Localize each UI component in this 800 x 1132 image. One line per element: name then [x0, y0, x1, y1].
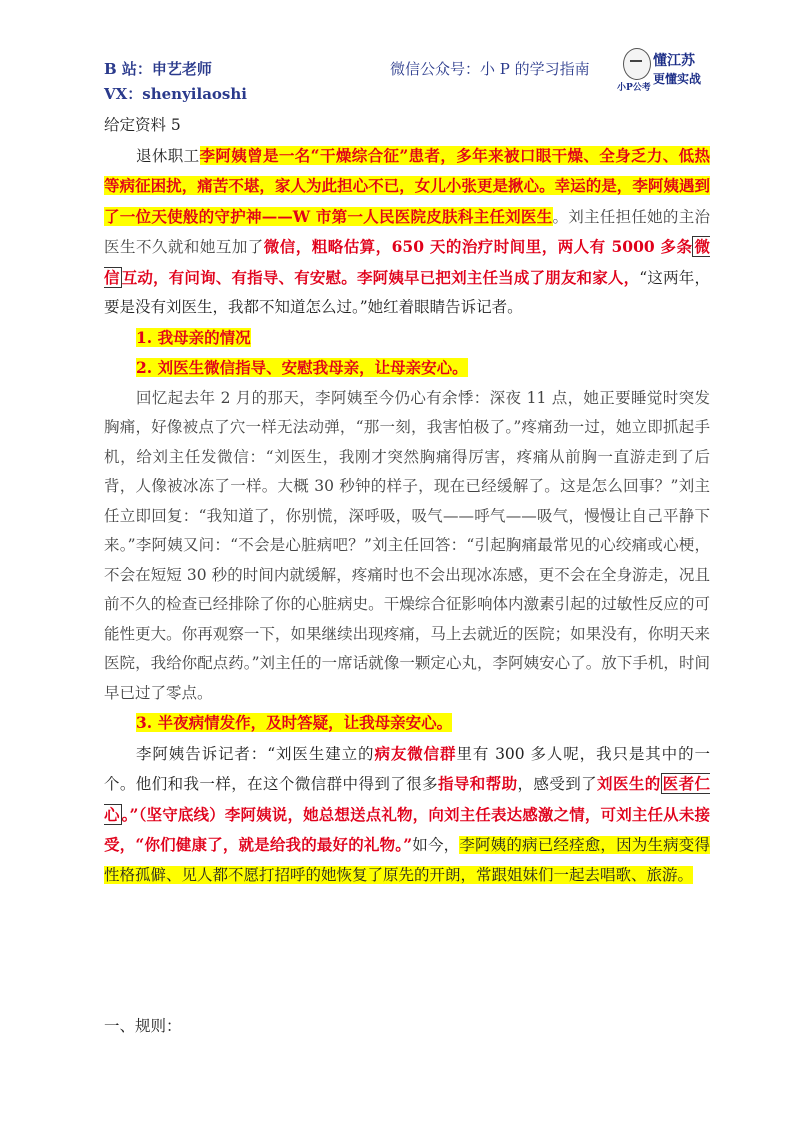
avatar-icon — [623, 48, 651, 80]
material-label: 给定资料 5 — [104, 116, 181, 134]
brand-logo — [617, 48, 735, 96]
annotation-1 — [104, 323, 710, 354]
logo-title: 懂江苏 — [653, 53, 695, 69]
p3-text-i: （坚守底线）李阿姨说，她总想送点礼物，向刘主任表达感激之情，可刘主任从未接受，“你们健康了，就是给我的最好的礼物。” — [104, 804, 710, 854]
annotation-3 — [104, 708, 710, 739]
p3-guidance: 指导和帮助 — [437, 774, 518, 793]
annotation-2-text: 2. 刘医生微信指导、安慰我母亲，让母亲安心。 — [136, 358, 468, 377]
document-body — [104, 111, 710, 890]
paragraph-3 — [104, 739, 710, 891]
p3-text-c: 里有 300 多人呢，我只是其中的一个。他们和我一样，在这个微信群中得到了很多 — [104, 744, 710, 793]
annotation-2 — [104, 353, 710, 384]
p3-text-j: 如今， — [412, 836, 460, 854]
p3-text-h: 。” — [121, 804, 139, 824]
logo-subtitle: 更懂实战 — [653, 72, 702, 86]
p3-text-e: ，感受到了 — [517, 775, 598, 793]
p1-text-a: 退休职工 — [136, 146, 200, 165]
logo-brand: 小P公考 — [617, 83, 651, 93]
p3-group: 病友微信群 — [374, 743, 457, 763]
p3-text-a: 李阿姨告诉记者：“刘医生建立的 — [136, 744, 375, 763]
p1-text-h: “这两年，要是没有刘医生，我都不知道怎么过。”她红着眼睛告诉记者。 — [104, 268, 710, 316]
p1-wechat-1: 微信 — [263, 237, 296, 256]
p1-text-e: ，粗略估算，650 天的治疗时间里，两人有 5000 多条 — [295, 237, 693, 256]
p3-benevolence-boxed: 医者仁心 — [104, 774, 710, 824]
wechat-label: 微信公众号：小 P 的学习指南 — [390, 60, 590, 78]
p3-highlight-k: 李阿姨的病已经痊愈，因为生病变得性格孤僻、见人都不愿打招呼的她恢复了原先的开朗，常跟姐妹们一起去唱歌、旅游。 — [104, 836, 710, 884]
bilibili-label: B 站：申艺老师 — [104, 60, 212, 78]
p1-highlight-b: 李阿姨曾是一名“干燥综合征”患者，多年来被口眼干燥、全身乏力、低热等病征困扰，痛苦不堪，家人为此担心不已，女儿小张更是揪心。幸运的是，李阿姨遇到了一位天使般的守护神——W 市第一人民医院皮肤科主任刘医生 — [104, 145, 710, 226]
annotation-3-text: 3. 半夜病情发作，及时答疑，让我母亲安心。 — [136, 713, 453, 732]
p3-doctor: 刘医生的 — [597, 774, 661, 793]
vx-label: VX：shenyilaoshi — [104, 85, 247, 103]
annotation-1-text: 1. 我母亲的情况 — [136, 327, 251, 347]
section-heading: 一、规则： — [104, 1017, 182, 1035]
paragraph-2: 回忆起去年 2 月的那天，李阿姨至今仍心有余悸：深夜 11 点，她正要睡觉时突发胸痛，好像被点了穴一样无法动弹，“那一刻，我害怕极了。”疼痛劲一过，她立即抓起手机，给刘主任发微信：“刘医生，我刚才突然胸痛得厉害，疼痛从前胸一直游走到了后背，人像被冰冻了一样。大概 30 秒钟的样子，现在已经缓解了。这是怎么回事？”刘主任立即回复：“我知道了，你别慌，深呼吸，吸气——呼气——吸气，慢慢让自己平静下来。”李阿姨又问：“不会是心脏病吧？”刘主任回答：“引起胸痛最常见的心绞痛或心梗，不会在短短 30 秒的时间内就缓解，疼痛时也不会出现冰冻感，更不会在全身游走，况且前不久的检查已经排除了你的心脏病史。干燥综合征影响体内激素引起的过敏性反应的可能性更大。你再观察一下，如果继续出现疼痛，马上去就近的医院；如果没有，你明天来医院，我给你配点药。”刘主任的一席话就像一颗定心丸，李阿姨安心了。放下手机，时间早已过了零点。 — [104, 388, 710, 702]
paragraph-1 — [104, 141, 710, 323]
p1-text-g: 互动，有问询、有指导、有安慰。李阿姨早已把刘主任当成了朋友和家人， — [121, 267, 640, 287]
p1-wechat-boxed: 微信 — [104, 237, 710, 287]
p1-text-c: 。刘主任担任她的主治医生不久就和她互加了 — [104, 207, 710, 256]
